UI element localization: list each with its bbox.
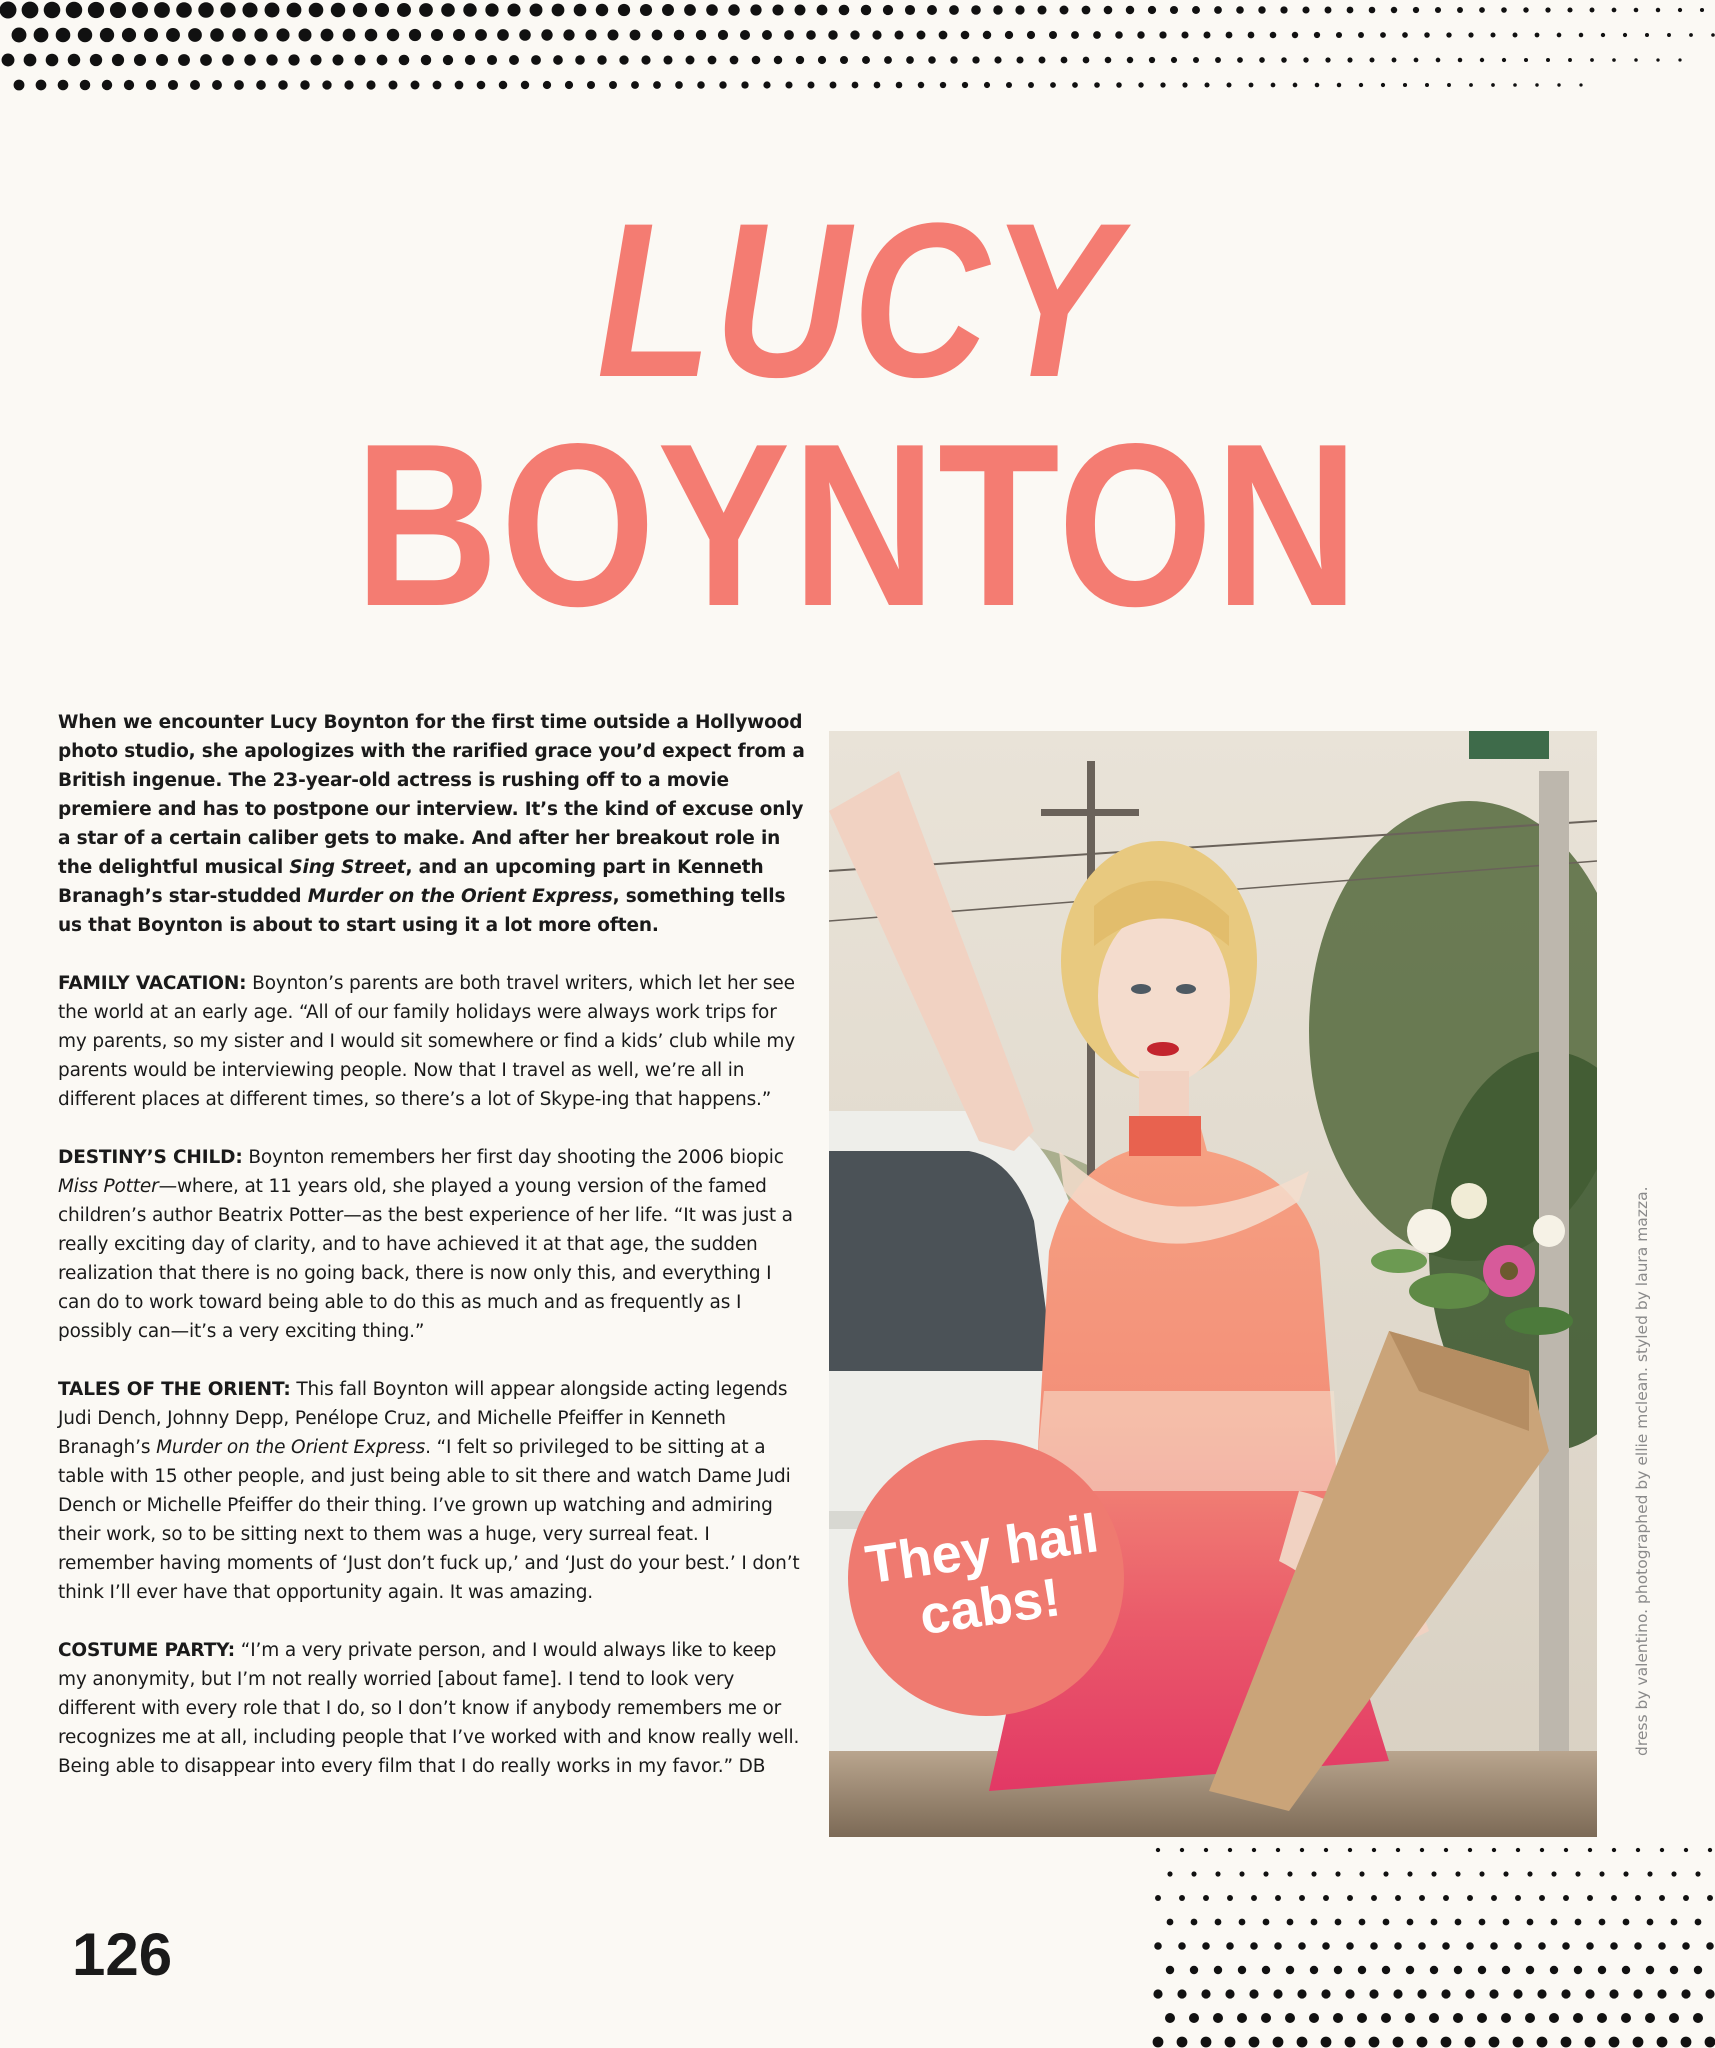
headline-last-name: BOYNTON xyxy=(354,396,1361,655)
section-heading: COSTUME PARTY: xyxy=(58,1640,236,1661)
film-title-miss-potter: Miss Potter xyxy=(58,1176,159,1197)
halftone-dots-top xyxy=(0,0,1715,100)
callout-bubble xyxy=(848,1440,1124,1716)
film-title-orient-express: Murder on the Orient Express xyxy=(156,1437,426,1458)
article-body xyxy=(58,708,806,1810)
intro-paragraph: When we encounter Lucy Boynton for the first time outside a Hollywood photo studio, she apologizes with the rarified grace you’d expect from a British ingenue. The 23-year-old actress is rushing off to a movie premiere and has to postpone our interview. It’s the kind of excuse only a star of a certain caliber gets to make. And after her breakout role in the delightful musical Sing Street, and an upcoming part in Kenneth Branagh’s star-studded Murder on the Orient Express, something tells us that Boynton is about to start using it a lot more often. xyxy=(58,712,805,936)
callout-text: They hail cabs! xyxy=(861,1503,1103,1647)
film-title-orient-express: Murder on the Orient Express xyxy=(307,886,613,907)
halftone-dots-bottom xyxy=(1150,1840,1715,2048)
section-body: Boynton’s parents are both travel writers, which let her see the world at an early age. “All of our family holidays were always work trips for my parents, so my sister and I would sit somewhere or find a kids’ club while my parents would be interviewing people. Now that I travel as well, we’re all in different places at different times, so there’s a lot of Skype-ing that happens.” xyxy=(58,973,796,1110)
section-heading: DESTINY’S CHILD: xyxy=(58,1147,243,1168)
section-costume-party xyxy=(58,1636,806,1781)
section-tales-of-the-orient: TALES OF THE ORIENT: This fall Boynton will appear alongside acting legends Judi Dench, Johnny Depp, Penélope Cruz, and Michelle Pfeiffer in Kenneth Branagh’s Murder on the Orient Express. “I felt so privileged to be sitting at a table with 15 other people, and just being able to sit there and watch Dame Judi Dench or Michelle Pfeiffer do their thing. I’ve grown up watching and admiring their work, so to be sitting next to them was a huge, very surreal feat. I remember having moments of ‘Just don’t fuck up,’ and ‘Just do your best.’ I don’t think I’ll ever have that opportunity again. It was amazing. xyxy=(58,1379,800,1603)
section-heading: FAMILY VACATION: xyxy=(58,973,247,994)
section-family-vacation xyxy=(58,969,806,1114)
headline-first-name: LUCY xyxy=(596,177,1119,423)
section-destinys-child: DESTINY’S CHILD: Boynton remembers her first day shooting the 2006 biopic Miss Potter—where, at 11 years old, she played a young version of the famed children’s author Beatrix Potter—as the best experience of her life. “It was just a really exciting day of clarity, and to have achieved it at that age, the sudden realization that there is no going back, there is now only this, and everything I can do to work toward being able to do this as much and as frequently as I possibly can—it’s a very exciting thing.” xyxy=(58,1147,793,1342)
section-body: “I’m a very private person, and I would always like to keep my anonymity, but I’m not really worried [about fame]. I tend to look very different with every role that I do, so I don’t know if anybody remembers me or recognizes me at all, including people that I’ve worked with and know really well. Being able to disappear into every film that I do really works in my favor.” DB xyxy=(58,1640,800,1777)
photo-credit: dress by valentino. photographed by ellie mclean. styled by laura mazza. xyxy=(1633,1186,1651,1756)
film-title-sing-street: Sing Street xyxy=(289,857,406,878)
page-number: 126 xyxy=(72,1921,173,1988)
section-heading: TALES OF THE ORIENT: xyxy=(58,1379,291,1400)
